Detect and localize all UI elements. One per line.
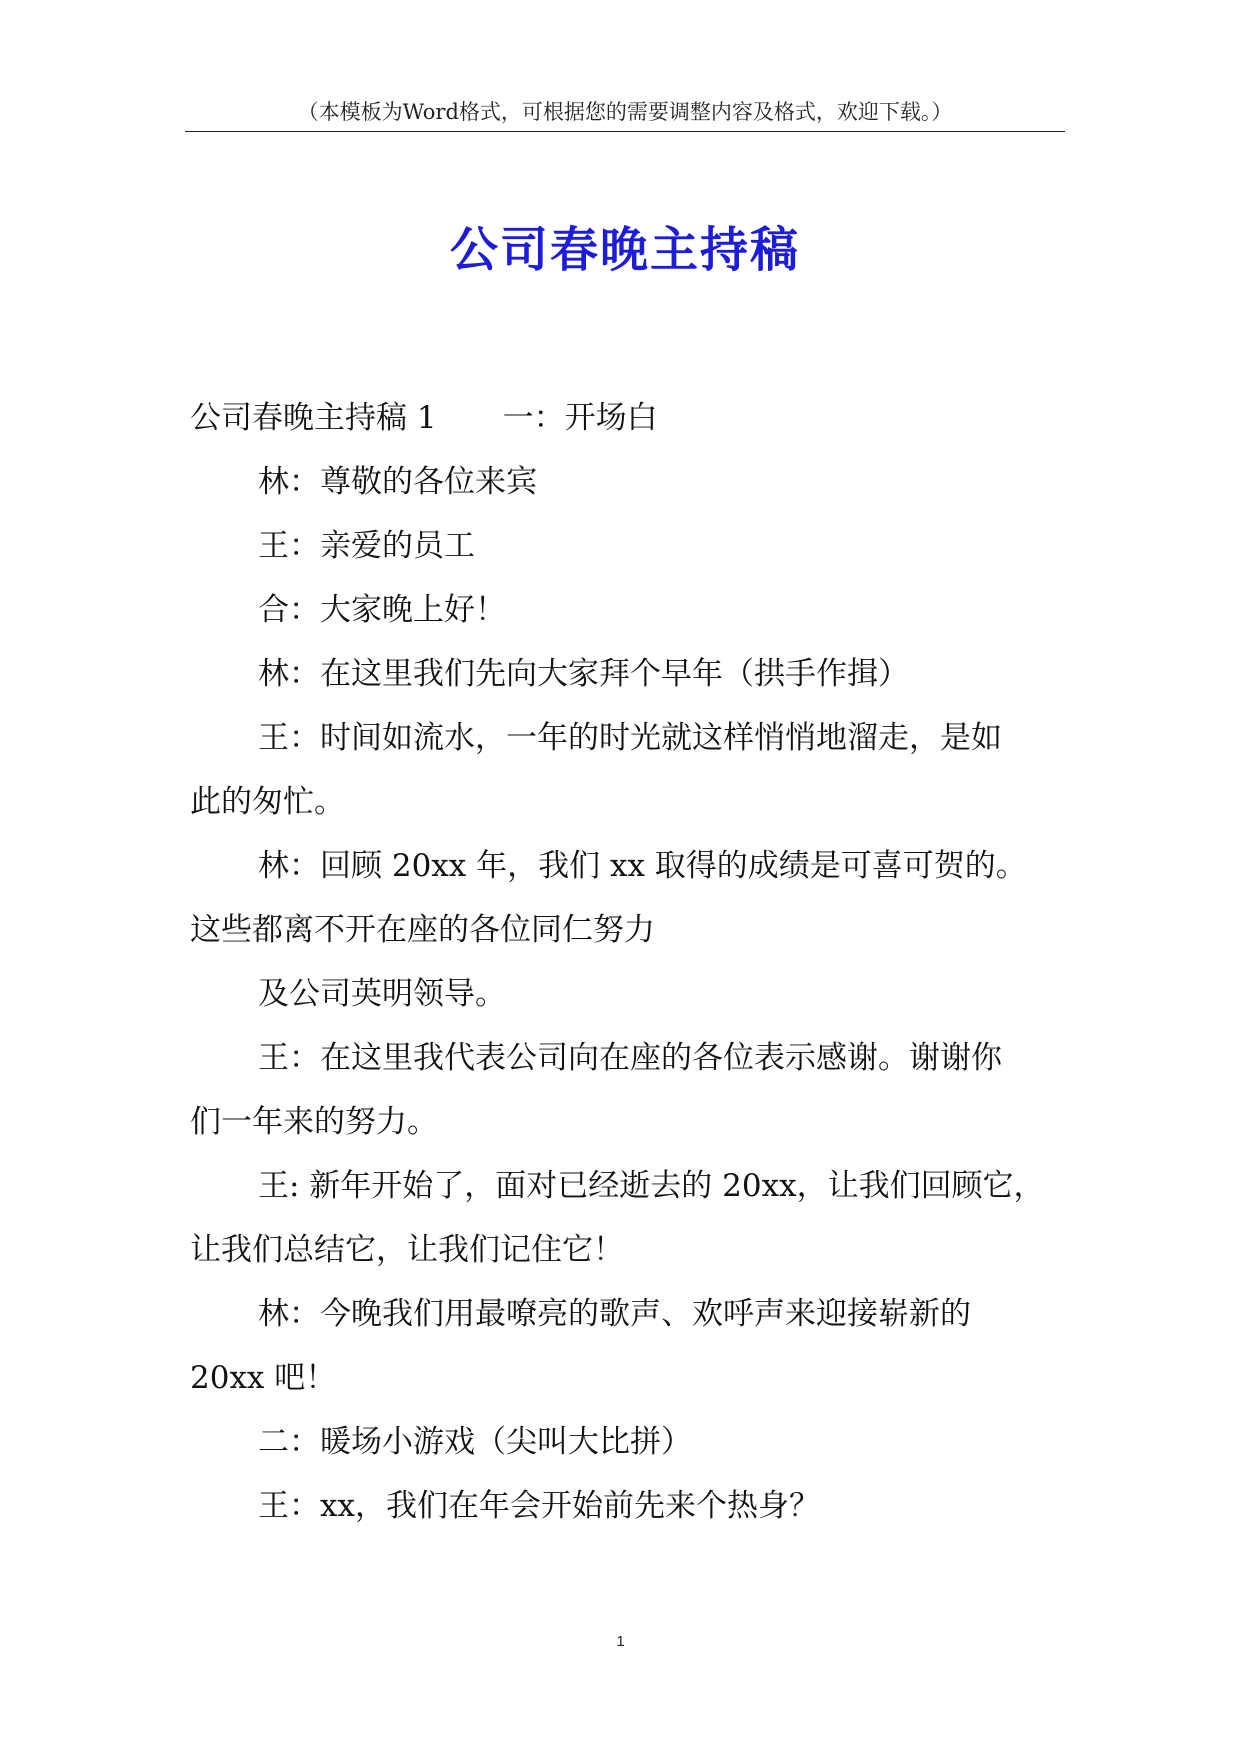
body-line: 让我们总结它，让我们记住它！ bbox=[190, 1232, 624, 1268]
body-line: 王: 新年开始了，面对已经逝去的 20xx，让我们回顾它， bbox=[258, 1168, 1045, 1204]
section-heading-title: 公司春晚主持稿 1 bbox=[190, 400, 437, 436]
body-line: 王：时间如流水，一年的时光就这样悄悄地溜走，是如 bbox=[258, 720, 1002, 756]
header-rule bbox=[185, 131, 1065, 132]
body-line: 林：尊敬的各位来宾 bbox=[258, 464, 537, 500]
body-line: 二：暖场小游戏（尖叫大比拼） bbox=[258, 1424, 692, 1460]
header-note: （本模板为Word格式，可根据您的需要调整内容及格式，欢迎下载。） bbox=[297, 100, 953, 124]
section-heading bbox=[190, 398, 658, 438]
body-line: 及公司英明领导。 bbox=[258, 976, 506, 1012]
body-line: 们一年来的努力。 bbox=[190, 1104, 438, 1140]
body-line: 王：亲爱的员工 bbox=[258, 528, 475, 564]
body-line: 此的匆忙。 bbox=[190, 784, 345, 820]
document-title: 公司春晚主持稿 bbox=[449, 222, 800, 278]
body-line: 林：今晚我们用最嘹亮的歌声、欢呼声来迎接崭新的 bbox=[258, 1296, 971, 1332]
body-line: 王：xx，我们在年会开始前先来个热身？ bbox=[258, 1488, 820, 1524]
body-line: 王：在这里我代表公司向在座的各位表示感谢。谢谢你 bbox=[258, 1040, 1002, 1076]
body-line: 合：大家晚上好！ bbox=[258, 592, 506, 628]
body-line: 20xx 吧！ bbox=[190, 1360, 337, 1396]
body-line: 林：回顾 20xx 年，我们 xx 取得的成绩是可喜可贺的。 bbox=[258, 848, 1027, 884]
body-line: 林：在这里我们先向大家拜个早年（拱手作揖） bbox=[258, 656, 909, 692]
section-heading-subtitle: 一：开场白 bbox=[502, 400, 658, 436]
page-number: 1 bbox=[616, 1633, 625, 1650]
body-line: 这些都离不开在座的各位同仁努力 bbox=[190, 912, 655, 948]
